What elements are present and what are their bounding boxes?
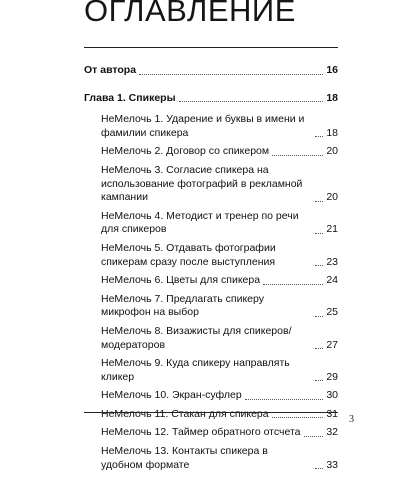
- top-rule: [84, 47, 338, 48]
- toc-entry-page: 32: [326, 426, 338, 439]
- toc-entry-page: 30: [326, 389, 338, 402]
- dot-leader: [179, 101, 324, 102]
- dot-leader: [315, 201, 323, 202]
- toc-entry-page: 18: [326, 91, 338, 104]
- toc-entry-page: 25: [326, 306, 338, 319]
- toc-entry-page: 20: [326, 145, 338, 158]
- toc-entry-label: НеМелочь 8. Визажисты для спикеров/модераторов: [101, 324, 292, 351]
- dot-leader: [315, 380, 323, 381]
- toc-entry: [84, 445, 338, 472]
- toc-entry-page: 23: [326, 255, 338, 268]
- toc-entry-page: 16: [326, 64, 338, 76]
- toc-entry: [84, 145, 338, 159]
- dot-leader: [139, 74, 323, 75]
- toc-entry-label: НеМелочь 12. Таймер обратного отсчета: [101, 426, 301, 439]
- toc-entry-label: Глава 1. Спикеры: [84, 91, 176, 104]
- bottom-rule: [84, 412, 338, 413]
- toc-entry-label: НеМелочь 9. Куда спикеру направлять кликер: [101, 357, 290, 383]
- toc-entry: [84, 426, 338, 440]
- toc-entry: [84, 325, 338, 352]
- toc-entry-label: НеМелочь 2. Договор со спикером: [101, 145, 270, 158]
- toc-entry-label: НеМелочь 10. Экран-суфлер: [101, 389, 242, 402]
- dot-leader: [315, 136, 323, 137]
- toc-entry: [84, 389, 338, 403]
- dot-leader: [315, 468, 323, 469]
- toc-entry-label: НеМелочь 3. Согласие спикера на использование фотографий в рекламной кампании: [101, 163, 303, 204]
- table-of-contents: [84, 58, 338, 477]
- dot-leader: [315, 316, 323, 317]
- toc-entry-label: НеМелочь 1. Ударение и буквы в имени и фамилии спикера: [101, 113, 305, 139]
- dot-leader: [315, 265, 323, 266]
- toc-entry: [84, 210, 338, 237]
- toc-entry-label: НеМелочь 4. Методист и тренер по речи для спикеров: [101, 209, 299, 236]
- toc-entry-page: 29: [326, 370, 338, 383]
- page-title: ОГЛАВЛЕНИЕ: [84, 0, 296, 28]
- dot-leader: [245, 399, 324, 400]
- dot-leader: [315, 348, 323, 349]
- toc-entry: [84, 242, 338, 269]
- toc-entry-page: 27: [326, 338, 338, 351]
- toc-entry: [84, 164, 338, 205]
- toc-entry-label: НеМелочь 5. Отдавать фотографии спикерам сразу после выступления: [101, 241, 276, 268]
- toc-entry: [84, 113, 338, 140]
- toc-section-entry: [84, 64, 338, 78]
- toc-entry-page: 18: [326, 126, 338, 139]
- toc-entry-label: От автора: [84, 64, 137, 76]
- toc-entry: [84, 357, 338, 384]
- toc-entry-label: НеМелочь 6. Цветы для спикера: [101, 274, 261, 287]
- dot-leader: [263, 284, 323, 285]
- toc-entry: [84, 293, 338, 320]
- dot-leader: [315, 233, 323, 234]
- dot-leader: [304, 436, 324, 437]
- toc-entry-label: НеМелочь 13. Контакты спикера в удобном формате: [101, 445, 268, 471]
- page-number: 3: [349, 414, 354, 425]
- toc-entry-page: 21: [326, 223, 338, 236]
- toc-entry-label: НеМелочь 7. Предлагать спикеру микрофон на выбор: [101, 292, 264, 319]
- dot-leader: [272, 155, 323, 156]
- toc-entry-page: 24: [326, 274, 338, 287]
- toc-entry-label: НеМелочь 11. Стакан для спикера: [101, 407, 269, 420]
- dot-leader: [272, 417, 324, 418]
- toc-entry-page: 20: [326, 191, 338, 204]
- toc-entry-page: 33: [326, 458, 338, 471]
- toc-entry: [84, 408, 338, 422]
- toc-section-entry: [84, 92, 338, 106]
- toc-entry: [84, 274, 338, 288]
- toc-entry-page: 31: [326, 407, 338, 420]
